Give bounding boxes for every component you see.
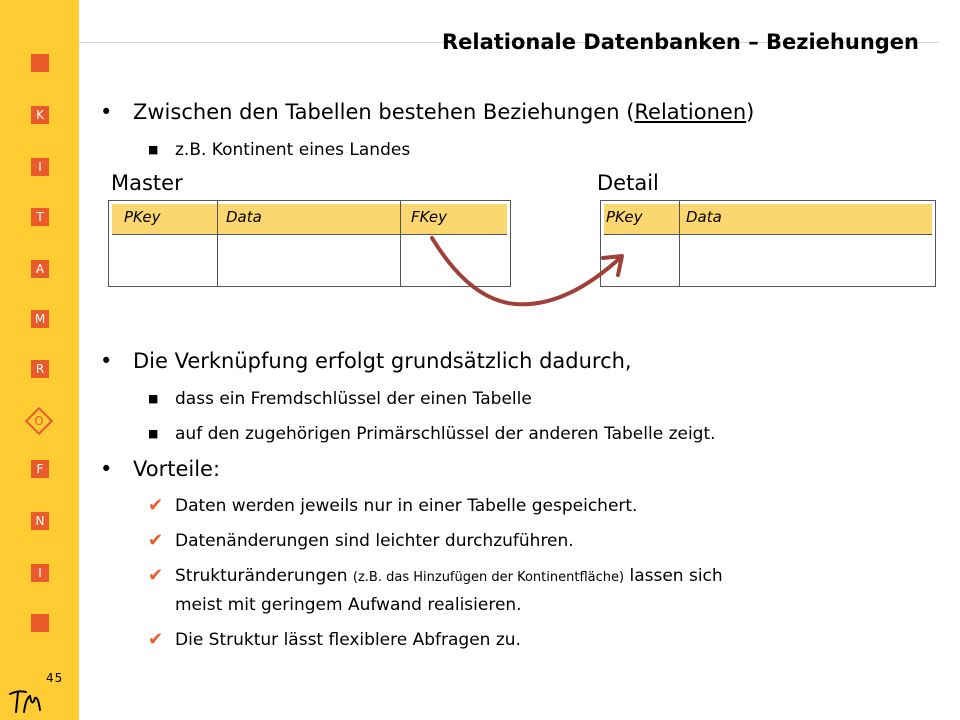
square-icon: ■: [148, 427, 159, 440]
sidebar-letter: N: [31, 512, 49, 530]
advantage-text: Die Struktur lässt flexiblere Abfragen zu.: [175, 630, 521, 650]
bullet-text: Zwischen den Tabellen bestehen Beziehungen (: [133, 100, 635, 124]
master-col-fkey: FKey: [411, 208, 448, 226]
bullet-linking: [100, 349, 632, 373]
square-icon: [31, 54, 49, 72]
square-icon: [31, 614, 49, 632]
advantage-text: Datenänderungen sind leichter durchzuführen.: [175, 531, 574, 551]
column-divider: [679, 201, 680, 286]
detail-col-pkey: PKey: [606, 208, 643, 226]
sub-bullet-text: z.B. Kontinent eines Landes: [175, 140, 411, 160]
square-icon: ■: [148, 143, 159, 156]
sidebar-letter: T: [31, 208, 49, 226]
column-divider: [400, 201, 401, 286]
sidebar-letter: M: [31, 310, 49, 328]
sidebar-letter: R: [31, 360, 49, 378]
page-title: Relationale Datenbanken – Beziehungen: [441, 30, 919, 54]
checkmark-icon: ✔: [148, 565, 164, 586]
sidebar-letter: A: [31, 260, 49, 278]
sidebar-letter: F: [31, 460, 49, 478]
tm-logo-icon: [8, 684, 48, 714]
advantage-item-continued: meist mit geringem Aufwand realisieren.: [175, 595, 522, 615]
sub-bullet-example: [148, 140, 410, 160]
sub-bullet-text: auf den zugehörigen Primärschlüssel der anderen Tabelle zeigt.: [175, 424, 716, 444]
checkmark-icon: ✔: [148, 629, 164, 650]
bullet-relations: [100, 100, 754, 124]
sidebar-letter: I: [31, 564, 49, 582]
sub-bullet-text: dass ein Fremdschlüssel der einen Tabelle: [175, 389, 532, 409]
bullet-dot: •: [100, 457, 113, 481]
advantage-text: Strukturänderungen: [175, 566, 353, 586]
bullet-text: Vorteile:: [133, 457, 221, 481]
checkmark-icon: ✔: [148, 530, 164, 551]
advantage-text: Daten werden jeweils nur in einer Tabelle gespeichert.: [175, 496, 638, 516]
bullet-dot: •: [100, 349, 113, 373]
detail-label: Detail: [597, 171, 659, 195]
bullet-text: ): [746, 100, 755, 124]
sub-bullet-foreign-key: [148, 389, 532, 409]
column-divider: [217, 201, 218, 286]
sidebar-letter: I: [31, 158, 49, 176]
detail-table: [600, 200, 936, 287]
detail-col-data: Data: [686, 208, 722, 226]
relations-link: Relationen: [634, 100, 747, 124]
advantage-item: [148, 629, 521, 650]
advantage-item: [148, 565, 723, 586]
master-label: Master: [111, 171, 183, 195]
master-col-data: Data: [226, 208, 262, 226]
checkmark-icon: ✔: [148, 495, 164, 516]
sidebar-letter: O: [34, 414, 44, 428]
advantage-item: [148, 530, 574, 551]
advantage-item: [148, 495, 637, 516]
page-number: 45: [46, 671, 64, 685]
bullet-text: Die Verknüpfung erfolgt grundsätzlich dadurch,: [133, 349, 632, 373]
sidebar: [0, 0, 79, 720]
detail-table-header: [604, 204, 932, 235]
sidebar-letter: K: [31, 106, 49, 124]
bullet-dot: •: [100, 100, 113, 124]
square-icon: ■: [148, 392, 159, 405]
diamond-icon: [25, 407, 53, 435]
bullet-advantages: [100, 457, 220, 481]
sub-bullet-primary-key: [148, 424, 716, 444]
master-col-pkey: PKey: [124, 208, 161, 226]
advantage-note: (z.B. das Hinzufügen der Kontinentfläche): [352, 570, 625, 585]
relation-arrow: [420, 230, 640, 310]
advantage-text: lassen sich: [624, 566, 723, 586]
